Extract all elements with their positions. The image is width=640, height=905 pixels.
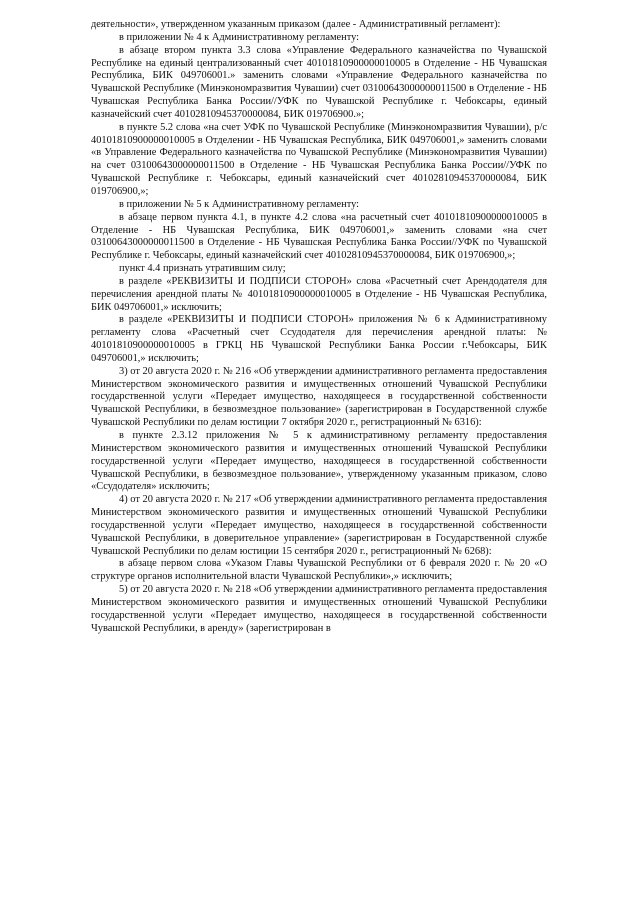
paragraph-clause-2-3-12: в пункте 2.3.12 приложения № 5 к административному регламенту предоставления Министерством экономического развития и имущественных отношений Чувашской Республики государственной услуги «Передает имущество, находящееся в государственной собственности Чувашской Республики, в безвозмездное пользование», утвержденному указанным приказом, слово «Ссудодателя» исключить;: [91, 430, 547, 493]
paragraph-clause-5-2: в пункте 5.2 слова «на счет УФК по Чувашской Республике (Минэкономразвития Чувашии), р/с 40101810900000010005 в Отделении - НБ Чувашская Республика, БИК 049706001,» заменить словами «в Управление Федерального казначейства по Чувашской Республике (Минэкономразвития Чувашии) на счет 03100643000000011500 в Отделение - НБ Чувашская Республика Банка России//УФК по Чувашской Республике г. Чебоксары, единый казначейский счет 40102810945370000084, БИК 019706900,»;: [91, 121, 547, 197]
paragraph-appendix-5: в приложении № 5 к Административному регламенту:: [119, 198, 360, 210]
paragraph-first-abzac: в абзаце первом слова «Указом Главы Чувашской Республики от 6 февраля 2020 г. № 20 «О структуре органов исполнительной власти Чувашской Республики»,» исключить;: [91, 558, 547, 583]
paragraph-clause-3-3: в абзаце втором пункта 3.3 слова «Управление Федерального казначейства по Чувашской Республике на единый централизованный счет 40101810900000010005 в Отделение - НБ Чувашская Республика, БИК 049706001.» заменить словами «Управление Федерального казначейства по Чувашской Республике (Минэкономразвития Чувашии) счет 03100643000000011500 в Отделение - НБ Чувашская Республика Банка России//УФК по Чувашской Республике г. Чебоксары, единый казначейский счет 40102810945370000084, БИК 019706900.»;: [91, 44, 547, 120]
paragraph-order-218: 5) от 20 августа 2020 г. № 218 «Об утверждении административного регламента предоставления Министерством экономического развития и имущественных отношений Чувашской Республики государственной услуги «Передает имущество, находящееся в государственной собственности Чувашской Республики, в аренду» (зарегистрирован в: [91, 584, 547, 634]
document-page: [91, 19, 547, 636]
paragraph-order-217: 4) от 20 августа 2020 г. № 217 «Об утверждении административного регламента предоставления Министерством экономического развития и имущественных отношений Чувашской Республики государственной услуги «Передает имущество, находящееся в государственной собственности Чувашской Республики, в доверительное управление» (зарегистрирован в Государственной службе Чувашской Республики по делам юстиции 15 сентября 2020 г., регистрационный № 6268):: [91, 494, 547, 557]
paragraph-appendix-4: в приложении № 4 к Административному регламенту:: [119, 31, 360, 43]
paragraph-clause-4-4: пункт 4.4 признать утратившим силу;: [119, 263, 286, 275]
paragraph-continuation: деятельности», утвержденном указанным приказом (далее - Административный регламент):: [91, 19, 501, 30]
paragraph-order-216: 3) от 20 августа 2020 г. № 216 «Об утверждении административного регламента предоставления Министерством экономического развития и имущественных отношений Чувашской Республики государственной услуги «Передает имущество, находящееся в государственной собственности Чувашской Республики, в безвозмездное пользование» (зарегистрирован в Государственной службе Чувашской Республики по делам юстиции 7 октября 2020 г., регистрационный № 6316):: [91, 365, 547, 429]
paragraph-clause-4-1: в абзаце первом пункта 4.1, в пункте 4.2 слова «на расчетный счет 40101810900000010005 в Отделение - НБ Чувашская Республика, БИК 049706001,» заменить словами «на счет 03100643000000011500 в Отделение - НБ Чувашская Республика Банка России//УФК по Чувашской Республике г. Чебоксары, единый казначейский счет 40102810945370000084, БИК 019706900,»;: [91, 211, 547, 262]
paragraph-appendix-6-requisites: в разделе «РЕКВИЗИТЫ И ПОДПИСИ СТОРОН» приложения № 6 к Административному регламенту слова «Расчетный счет Ссудодателя для перечисления арендной платы: № 40101810900000010005 в ГРКЦ НБ Чувашской Республики Банка России г.Чебоксары, БИК 049706001,» исключить;: [91, 314, 547, 364]
paragraph-requisites-section: в разделе «РЕКВИЗИТЫ И ПОДПИСИ СТОРОН» слова «Расчетный счет Арендодателя для перечисления арендной платы № 40101810900000010005 в Отделение - НБ Чувашская Республика, БИК 049706001,» исключить;: [91, 275, 547, 313]
